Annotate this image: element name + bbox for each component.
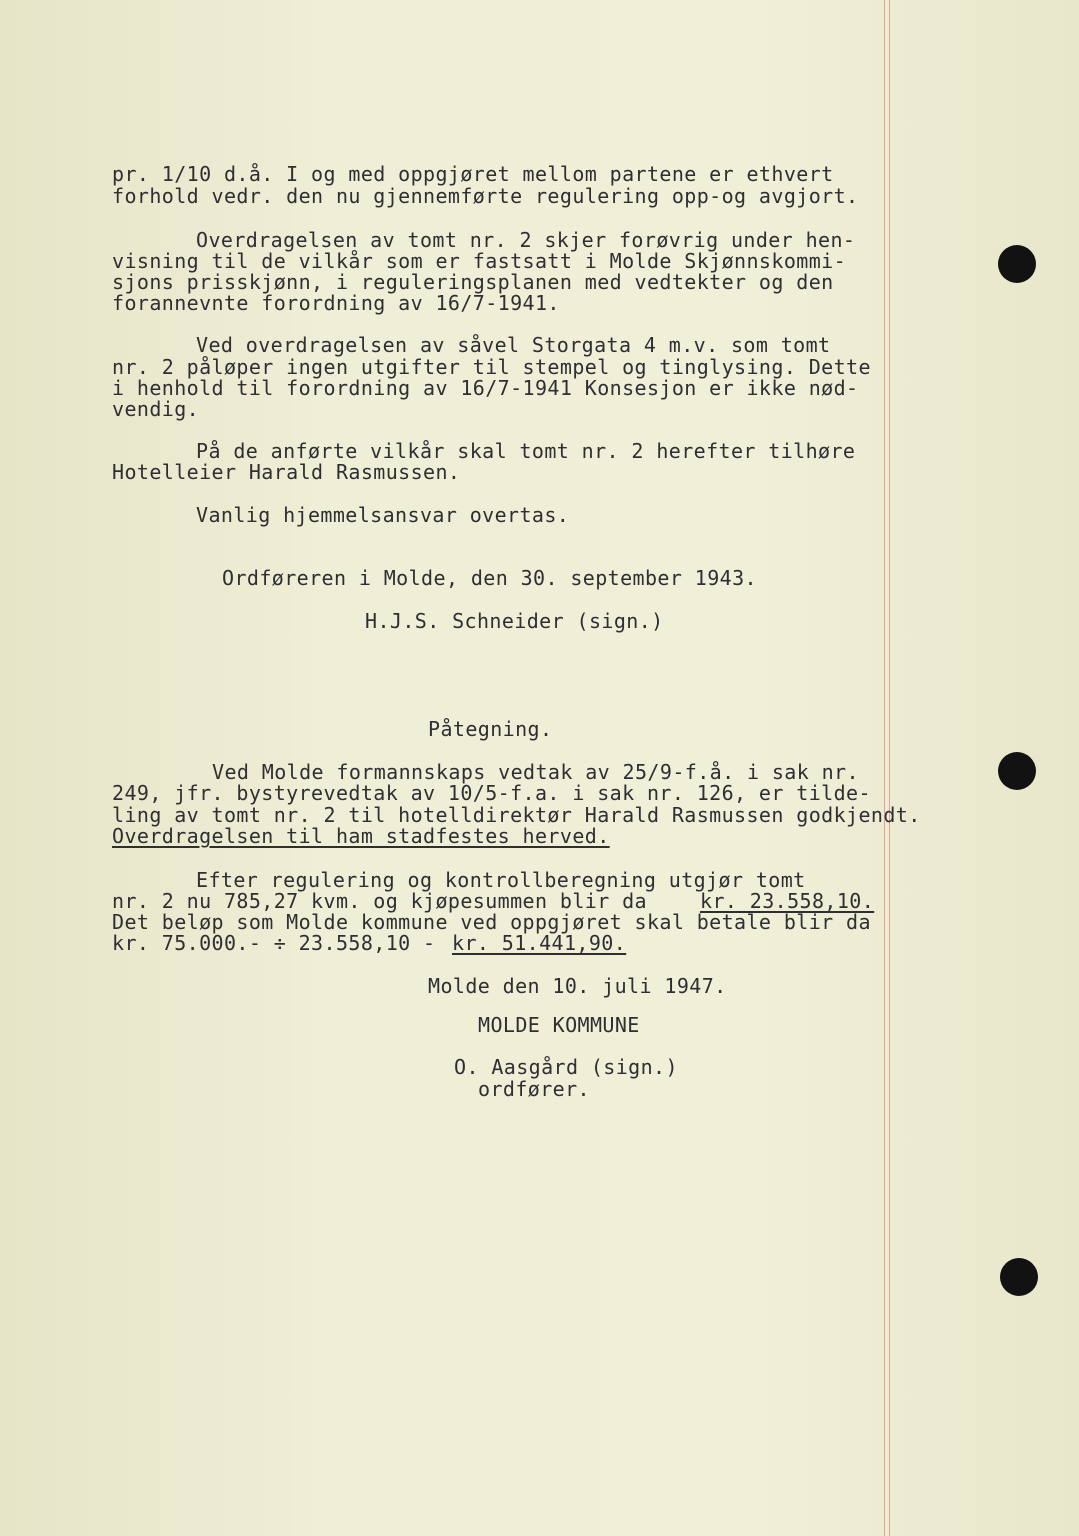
text-line: forhold vedr. den nu gjennemførte regulering opp-og avgjort.	[112, 184, 859, 208]
underlined-line: Overdragelsen til ham stadfestes herved.	[112, 824, 610, 848]
margin-line	[889, 0, 890, 1536]
signature-line: O. Aasgård (sign.)	[454, 1055, 678, 1079]
text-line: visning til de vilkår som er fastsatt i Molde Skjønnskommi-	[112, 249, 847, 273]
text-line: 249, jfr. bystyrevedtak av 10/5-f.a. i sak nr. 126, er tilde-	[112, 781, 871, 805]
text-line: nr. 2 påløper ingen utgifter til stempel og tinglysing. Dette	[112, 355, 871, 379]
text-line: i henhold til forordning av 16/7-1941 Konsesjon er ikke nød-	[112, 376, 859, 400]
section-heading: Påtegning.	[428, 717, 553, 741]
text-line: Ved Molde formannskaps vedtak av 25/9-f.å. i sak nr.	[212, 760, 859, 784]
text-line: nr. 2 nu 785,27 kvm. og kjøpesummen blir da	[112, 889, 647, 913]
punch-hole	[1000, 1258, 1038, 1296]
text-line: Hotelleier Harald Rasmussen.	[112, 460, 461, 484]
text-line: Vanlig hjemmelsansvar overtas.	[196, 503, 570, 527]
signature-line: H.J.S. Schneider (sign.)	[365, 609, 664, 633]
punch-hole	[998, 245, 1036, 283]
text-line: pr. 1/10 d.å. I og med oppgjøret mellom partene er ethvert	[112, 162, 834, 186]
text-line: forannevnte forordning av 16/7-1941.	[112, 291, 560, 315]
date-line: Ordføreren i Molde, den 30. september 1943.	[222, 566, 757, 590]
organization-name: MOLDE KOMMUNE	[478, 1013, 640, 1037]
text-line: På de anførte vilkår skal tomt nr. 2 herefter tilhøre	[196, 439, 856, 463]
text-line: ling av tomt nr. 2 til hotelldirektør Harald Rasmussen godkjendt.	[112, 803, 921, 827]
text-line: kr. 75.000.- ÷ 23.558,10 -	[112, 931, 436, 955]
text-line: Overdragelsen av tomt nr. 2 skjer forøvrig under hen-	[196, 228, 856, 252]
amount-underlined: kr. 23.558,10.	[700, 889, 875, 913]
amount-underlined: kr. 51.441,90.	[452, 931, 627, 955]
text-line: Efter regulering og kontrollberegning utgjør tomt	[196, 868, 806, 892]
signature-title: ordfører.	[478, 1077, 590, 1101]
text-line: Ved overdragelsen av såvel Storgata 4 m.v. som tomt	[196, 333, 831, 357]
margin-line	[884, 0, 885, 1536]
text-line: Det beløp som Molde kommune ved oppgjøret skal betale blir da	[112, 910, 871, 934]
text-line: vendig.	[112, 397, 200, 421]
date-line: Molde den 10. juli 1947.	[428, 974, 727, 998]
punch-hole	[998, 752, 1036, 790]
text-line: sjons prisskjønn, i reguleringsplanen med vedtekter og den	[112, 270, 834, 294]
